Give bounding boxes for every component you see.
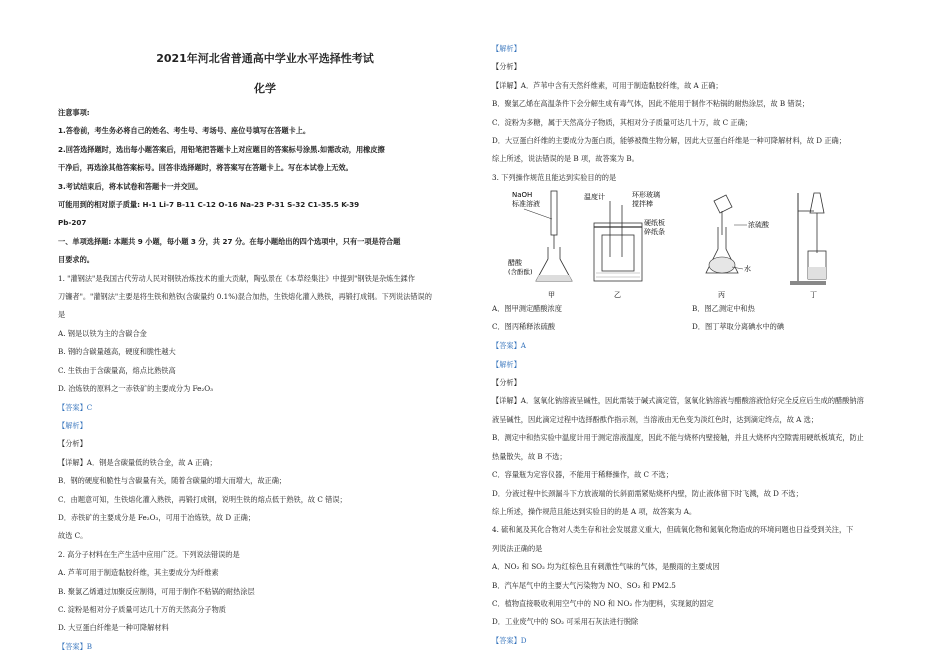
figure-bing [692, 187, 792, 300]
notice-item: 2.回答选择题时，选出每小题答案后，用铅笔把答题卡上对应题目的答案标号涂黑.如需改动，用橡皮擦 [58, 144, 385, 154]
acid-label: 浓硫酸 [748, 221, 769, 230]
beaker-icon [714, 195, 732, 213]
q2-detail: C．淀粉为多糖，属于天然高分子物质，其相对分子质量可达几十万，故 C 正确； [492, 117, 752, 127]
q1-option-a: A. 钢是以铁为主的含碳合金 [58, 328, 147, 338]
water-label: 水 [744, 265, 751, 274]
atomic-masses-cont: Pb-207 [58, 218, 87, 228]
q2-answer: 【答案】B [58, 641, 93, 651]
left-column [58, 104, 470, 656]
q1-conclusion: 故选 C。 [58, 531, 88, 541]
figure-label: 甲 [548, 291, 555, 300]
outer-beaker-icon [594, 223, 642, 281]
q1-detail: C．由题意可知，生铁熔化灌入熟铁，再锻打成钢，说明生铁的熔点低于熟铁，故 C 错误； [58, 494, 347, 504]
q3-detail: 【详解】A．氢氧化钠溶液呈碱性，因此需装于碱式滴定管，氢氧化钠溶液与醋酸溶液恰好完全反应后生成的醋酸钠溶 [492, 396, 864, 406]
q2-stem: 2. 高分子材料在生产生活中应用广泛。下列说法错误的是 [58, 549, 240, 559]
q4-stem: 列说法正确的是 [492, 543, 543, 553]
q1-detail: B．钢的硬度和脆性与含碳量有关，随着含碳量的增大而增大，故正确； [58, 476, 287, 486]
q3-summary: 综上所述，操作规范且能达到实验目的的是 A 项，故答案为 A。 [492, 506, 697, 516]
q3-analysis-tag: 【解析】 [492, 359, 521, 369]
q3-fenxi: 【分析】 [492, 378, 521, 388]
q1-option-b: B. 钢的含碳量越高，硬度和脆性越大 [58, 347, 176, 357]
q2-analysis-tag: 【解析】 [492, 44, 521, 53]
stirrer-label: 环形玻璃 [632, 191, 660, 200]
thermometer-label: 温度计 [584, 193, 605, 202]
q2-fenxi: 【分析】 [492, 62, 521, 72]
q1-stem: 1. "灌钢法"是我国古代劳动人民对钢铁冶炼技术的重大贡献，陶弘景在《本草经集注》中提到"钢铁是杂炼生鍒作 [58, 273, 415, 283]
flask-label: (含酚酞) [508, 268, 533, 277]
q3-option-b: B．图乙测定中和热 [692, 304, 755, 314]
q1-stem: 是 [58, 310, 66, 320]
stirrer-label: 搅拌棒 [632, 200, 653, 209]
figure-ding [784, 187, 864, 300]
figure-label: 乙 [614, 291, 621, 300]
q4-option-b: B．汽车尾气中的主要大气污染物为 NO、SO₂ 和 PM2.5 [492, 580, 676, 590]
q4-option-a: A．NO₂ 和 SO₂ 均为红棕色且有刺激性气味的气体，是酸雨的主要成因 [492, 562, 720, 572]
paper-label: 碎纸条 [644, 228, 665, 237]
q3-option-c: C．图丙稀释浓硫酸 [492, 322, 556, 332]
q4-option-d: D．工业废气中的 SO₂ 可采用石灰法进行脱除 [492, 617, 639, 627]
q2-option-d: D. 大豆蛋白纤维是一种可降解材料 [58, 623, 169, 633]
q3-detail: 液呈碱性，因此滴定过程中选择酚酞作指示剂，当溶液由无色变为淡红色时，达到滴定终点，故 A 选； [492, 414, 819, 424]
q1-option-c: C. 生铁由于含碳量高，熔点比熟铁高 [58, 365, 176, 375]
notice-heading: 注意事项: [58, 108, 90, 117]
q4-option-c: C．植物直接吸收利用空气中的 NO 和 NO₂ 作为肥料，实现氮的固定 [492, 598, 714, 608]
q2-summary: 综上所述，说法错误的是 B 项，故答案为 B。 [492, 154, 639, 164]
q2-option-c: C. 淀粉是相对分子质量可达几十万的天然高分子物质 [58, 604, 226, 614]
flask-label: 醋酸 [508, 259, 522, 268]
separatory-funnel-icon [810, 193, 824, 213]
q1-stem: 刀镰者"。"灌钢法"主要是将生铁和熟铁(含碳量约 0.1%)混合加热，生铁熔化灌入熟铁，再锻打成钢。下列说法错误的 [58, 292, 432, 302]
figure-label: 丙 [718, 291, 725, 300]
q3-stem: 3. 下列操作规范且能达到实验目的的是 [492, 172, 617, 182]
q3-detail: D．分液过程中长颈漏斗下方放液端的长斜面需紧贴烧杯内壁，防止液体留下时飞溅，故 D 不选； [492, 488, 803, 498]
notice-item: 1.答卷前，考生务必将自己的姓名、考生号、考场号、座位号填写在答题卡上。 [58, 126, 311, 136]
q3-detail: B．测定中和热实验中温度计用于测定溶液温度，因此不能与烧杯内壁接触，并且大烧杯内空隙需用硬纸板填充，防止 [492, 433, 864, 443]
q3-option-d: D．图丁萃取分离碘水中的碘 [692, 322, 785, 332]
right-column [492, 40, 922, 650]
q3-detail: C．容量瓶为定容仪器，不能用于稀释操作，故 C 不选； [492, 470, 673, 480]
section-heading-cont: 目要求的。 [58, 255, 94, 265]
reagent-label: NaOH [512, 191, 533, 200]
q1-detail: D．赤铁矿的主要成分是 Fe₂O₃，可用于冶炼铁，故 D 正确； [58, 512, 256, 522]
figure-jia [504, 187, 584, 300]
q3-option-a: A．图甲测定醋酸浓度 [492, 304, 562, 314]
q3-options [492, 300, 922, 337]
q3-apparatus-figures [492, 187, 922, 300]
figure-yi [582, 187, 692, 300]
q2-option-b: B. 聚氯乙烯通过加聚反应制得，可用于制作不粘锅的耐热涂层 [58, 586, 255, 596]
section-heading: 一、单项选择题: 本题共 9 小题，每小题 3 分，共 27 分。在每小题给出的四个选项中，只有一项是符合题 [58, 236, 401, 246]
notice-item: 干净后，再选涂其他答案标号。回答非选择题时，将答案写在答题卡上。写在本试卷上无效。 [58, 163, 353, 173]
burette-icon [551, 191, 557, 235]
q4-answer: 【答案】D [492, 635, 527, 645]
q1-answer: 【答案】C [58, 402, 93, 412]
q1-option-d: D. 冶炼铁的原料之一赤铁矿的主要成分为 Fe₂O₃ [58, 384, 214, 394]
q2-detail: D．大豆蛋白纤维的主要成分为蛋白质，能够被微生物分解，因此大豆蛋白纤维是一种可降解材料，故 D 正确； [492, 136, 846, 146]
q2-option-a: A. 芦苇可用于制造黏胶纤维，其主要成分为纤维素 [58, 568, 219, 578]
q3-answer: 【答案】A [492, 341, 526, 351]
q1-fenxi: 【分析】 [58, 439, 87, 449]
q2-detail: B．聚氯乙烯在高温条件下会分解生成有毒气体，因此不能用于制作不粘锅的耐热涂层，故 B 错误； [492, 99, 810, 109]
q4-stem: 4. 硫和氮及其化合物对人类生存和社会发展意义重大，但硫氧化物和氮氧化物造成的环境问题也日益受到关注，下 [492, 525, 854, 535]
board-label: 硬纸板 [644, 219, 665, 228]
figure-label: 丁 [810, 291, 817, 300]
notice-item: 3.考试结束后，将本试卷和答题卡一并交回。 [58, 181, 203, 191]
atomic-masses: 可能用到的相对原子质量: H-1 Li-7 B-11 C-12 O-16 Na-23 P-31 S-32 C1-35.5 K-39 [58, 200, 360, 210]
inner-beaker-icon [602, 235, 634, 271]
reagent-label: 标准溶液 [512, 200, 540, 209]
q3-detail: 热量散失，故 B 不选； [492, 451, 567, 461]
subject-title: 化学 [254, 82, 276, 95]
q1-detail: 【详解】A．钢是含碳量低的铁合金，故 A 正确； [58, 457, 217, 467]
q2-detail: 【详解】A．芦苇中含有天然纤维素，可用于制造黏胶纤维，故 A 正确； [492, 80, 723, 90]
q1-analysis-tag: 【解析】 [58, 420, 87, 430]
exam-title: 2021年河北省普通高中学业水平选择性考试 [156, 52, 374, 65]
